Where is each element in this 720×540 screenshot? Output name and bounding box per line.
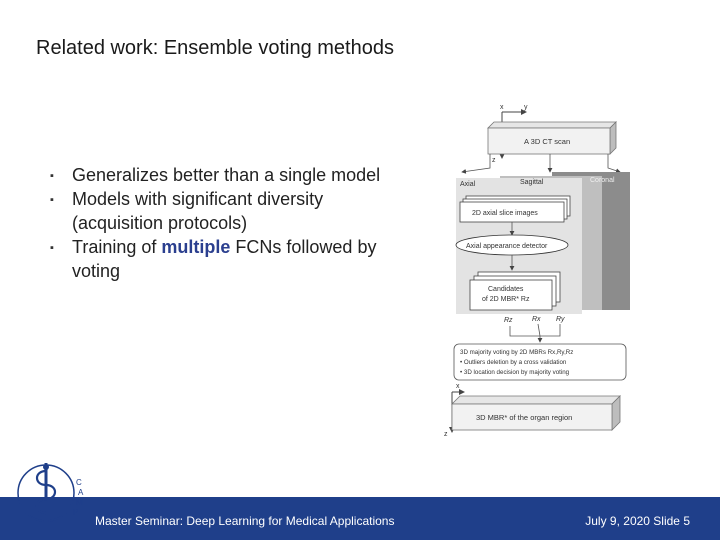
slice-images-stack bbox=[460, 196, 570, 222]
bullet-item bbox=[52, 235, 397, 283]
view-label-coronal: Coronal bbox=[590, 177, 615, 184]
bullet-marker: ▪ bbox=[50, 194, 54, 206]
axis-z-label-bottom: z bbox=[444, 431, 448, 438]
logo-letter-c: C bbox=[76, 478, 82, 487]
candidates-label-line1: Candidates bbox=[488, 286, 524, 293]
logo-letter-m: M bbox=[76, 498, 83, 507]
candidates-label-line2: of 2D MBR* Rz bbox=[482, 296, 530, 303]
logo-letter-p: P bbox=[73, 508, 79, 517]
axis-z-label: z bbox=[492, 157, 496, 164]
pipeline-diagram bbox=[440, 100, 640, 445]
bullet-marker: ▪ bbox=[50, 242, 54, 254]
axis-x-label-bottom: x bbox=[456, 383, 460, 390]
footer-course-title: Master Seminar: Deep Learning for Medical Applications bbox=[95, 514, 395, 528]
voting-item-1: • Outliers deletion by a cross validation bbox=[460, 359, 567, 366]
axis-x-label: x bbox=[500, 104, 504, 111]
r-label-z: Rz bbox=[504, 317, 513, 324]
view-label-sagittal: Sagittal bbox=[520, 179, 544, 186]
bullet-item bbox=[52, 187, 397, 235]
view-label-axial: Axial bbox=[460, 181, 476, 188]
voting-title: 3D majority voting by 2D MBRs Rx,Ry,Rz bbox=[460, 349, 574, 356]
r-label-x: Rx bbox=[532, 316, 541, 323]
bullet-text: Generalizes better than a single model bbox=[72, 165, 381, 185]
bullet-list bbox=[52, 163, 397, 283]
bullet-item bbox=[52, 163, 397, 187]
mbr-label: 3D MBR* of the organ region bbox=[476, 413, 573, 422]
logo-letter-a: A bbox=[78, 488, 84, 497]
bullet-text-suffix: FCNs followed by voting bbox=[72, 237, 377, 281]
camp-logo bbox=[16, 457, 88, 529]
slice-images-label: 2D axial slice images bbox=[472, 210, 538, 217]
split-arrows bbox=[462, 154, 620, 172]
bullet-text-prefix: Training of bbox=[72, 237, 162, 257]
bullet-text: Models with significant diversity (acquisition protocols) bbox=[72, 189, 324, 233]
bullet-marker: ▪ bbox=[50, 170, 54, 182]
axis-y-label: y bbox=[524, 104, 528, 111]
footer-bar bbox=[0, 497, 720, 540]
detector-label: Axial appearance detector bbox=[466, 243, 548, 250]
r-label-y: Ry bbox=[556, 316, 565, 323]
ct-scan-label: A 3D CT scan bbox=[524, 137, 571, 146]
slide-title: Related work: Ensemble voting methods bbox=[36, 37, 394, 59]
bullet-emphasis: multiple bbox=[161, 237, 231, 257]
voting-item-2: • 3D location decision by majority voting bbox=[460, 369, 570, 376]
footer-date-slide: July 9, 2020 Slide 5 bbox=[585, 514, 690, 528]
merge-arrows bbox=[510, 324, 560, 342]
